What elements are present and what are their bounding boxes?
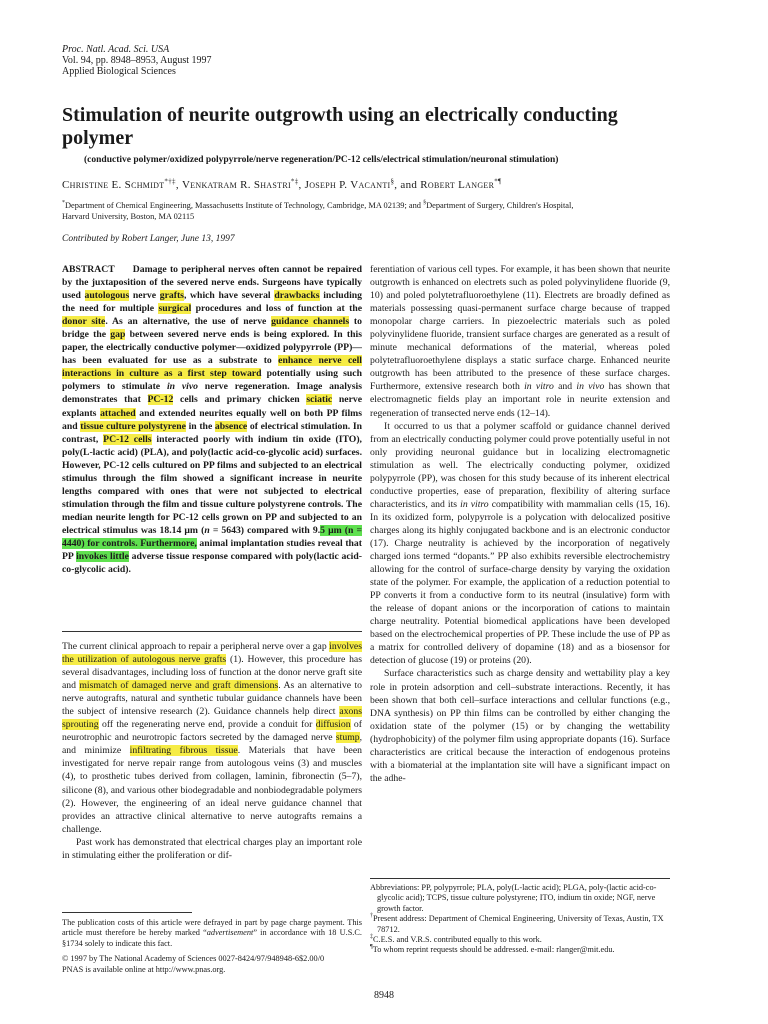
author-marks: *¶ xyxy=(494,177,502,186)
highlight: PC-12 xyxy=(147,394,174,406)
affiliation-text: Department of Surgery, Children's Hospital, xyxy=(426,201,574,210)
article-title: Stimulation of neurite outgrowth using an electrically conducting polymer xyxy=(62,104,618,149)
footnote-mark: ‡ xyxy=(370,934,373,941)
body-text: has shown that electromagnetic fields play an important role in neurite extension and regeneration of transected nerve ends (12–14). xyxy=(370,381,670,419)
abstract-paragraph xyxy=(62,263,362,576)
journal-header xyxy=(62,44,212,77)
author-name: Joseph P. Vacanti xyxy=(304,179,391,191)
highlight: surgical xyxy=(158,303,192,315)
highlight: PC-12 cells xyxy=(103,433,152,445)
abbreviations: Abbreviations: PP, polypyrrole; PLA, poly(L-lactic acid); PLGA, poly-(lactic acid-co-glycolic acid); TCPS, tissue culture polystyrene; ITO, indium tin oxide; NGF, nerve growth factor. xyxy=(370,883,657,913)
body-text: compatibility with mammalian cells (15, 16). In its oxidized form, polypyrrole is a polycation with delocalized positive charges along its highly conjugated backbone and is an electronic conductor (17). Charge neutrality is achieved by the incorporation of negatively charged ions termed “dopants.” PP also exhibits reversible electrochemistry allowing for the control of surface-charge density by varying the oxidation state of the polymer. For example, the application of a reduction potential to PP converts it from a conductive form to its neutral (insulative) form with the release of dopant anions or the incorporation of cations to maintain charge neutrality. Potential biomedical applications have been developed based on the electrochemical properties of PP. These include the use of PP as a matrix for controlled delivery of dopamine (18) and as a biosensor for detection of glucose (19) or proteins (20). xyxy=(370,498,670,667)
body-text: (1). However, this procedure has several disadvantages, including loss of function at the donor nerve graft site and xyxy=(62,654,362,692)
abstract-text: in the xyxy=(185,420,215,432)
author-name: Robert Langer xyxy=(420,179,495,191)
body-paragraph: Surface characteristics such as charge density and wettability play a key role in protein adsorption and cell–substrate interactions. Recently, it has been shown that both cell–surface interactions and cellular functions (e.g., DNA synthesis) on PP thin films can be controlled by either changing the oxidation state of the polymer (15) or by changing the wettability (hydrophobicity) of the polymer film using appropriate dopants (16). Surface characteristics are critical because the interaction of endogenous proteins with a biomaterial at the implantation site will have a significant impact on the adhe- xyxy=(370,668,670,784)
abstract-label: ABSTRACT xyxy=(62,264,115,275)
abstract-text: cells and primary chicken xyxy=(173,394,307,406)
body-text: . As an alternative to nerve autografts, natural and synthetic tubular guidance channels have been the subject of intensive research (2). Guidance channels help direct xyxy=(62,680,362,718)
contributed-by: Contributed by Robert Langer, June 13, 1997 xyxy=(62,234,235,244)
affiliation-line: Harvard University, Boston, MA 02115 xyxy=(62,212,195,221)
footnote: © 1997 by The National Academy of Sciences 0027-8424/97/948948-6$2.00/0 xyxy=(62,954,325,964)
body-text: off the regenerating nerve end, provide a conduit for xyxy=(98,719,316,731)
journal-section: Applied Biological Sciences xyxy=(62,66,176,77)
footnotes-left xyxy=(62,918,362,975)
footnote-mark: † xyxy=(370,913,373,920)
abstract-text: including the need for multiple xyxy=(62,290,362,315)
body-paragraph: Past work has demonstrated that electrical charges play an important role in stimulating either the proliferation or dif- xyxy=(62,836,362,861)
affiliations xyxy=(62,200,722,222)
highlight: autologous xyxy=(84,290,130,302)
footnote-mark: ¶ xyxy=(370,944,373,951)
author-name: Venkatram R. Shastri xyxy=(181,179,291,191)
highlight-green: invokes little xyxy=(76,551,129,563)
affiliation-mark: § xyxy=(423,200,427,207)
body-text: ferentiation of various cell types. For example, it has been shown that neurite outgrowth is enhanced on electrets such as poled polyvinylidene fluoride (9, 10) and poled polytetrafluoroethylene (11). Electrets are broadly defined as materials possessing quasi-permanent surface charge because of trapped monopolar charge carriers. In piezoelectric materials such as poled polyvinylidene fluoride, transient surface charges are generated as a result of minute mechanical deformations of the material, whereas poled polytetrafluoroethylene displays a static surface charge. Enhanced neurite outgrowth has been attributed to the presence of these surface charges. Furthermore, extensive research both xyxy=(370,264,670,393)
footnote-text: The publication costs of this article were defrayed in part by page charge payment. This article must therefore be hereby marked “ xyxy=(62,918,362,938)
author-list xyxy=(62,178,722,192)
abstract-text: between severed nerve ends is being explored. In this paper, the electrically conductive polymer—oxidized polypyrrole (PP)—has been evaluated for use as a substrate to xyxy=(62,329,362,367)
body-text: . Materials that have been investigated for nerve repair range from autologous veins (3) and muscles (4), to prosthetic tubes derived from collagen, laminin, fibronectin (5–7), silicone (8), and various other biodegradable and nonbiodegradable polymers (2). However, the engineering of an ideal nerve guidance channel that provides an attractive clinical alternative to nerve autografts remains a challenge. xyxy=(62,745,363,835)
abstract-text: nerve explants xyxy=(62,394,363,419)
highlight: donor site xyxy=(62,316,106,328)
abstract-text: Damage to peripheral nerves often cannot be repaired by the juxtaposition of the severed nerve ends. Surgeons have typically used xyxy=(62,264,362,302)
footnote xyxy=(370,945,670,955)
journal-name: Proc. Natl. Acad. Sci. USA xyxy=(62,44,170,55)
footnote-text: To whom reprint requests should be addressed. e-mail: rlanger@mit.edu. xyxy=(372,945,615,955)
body-column-right xyxy=(370,263,670,785)
highlight: diffusion xyxy=(315,719,351,731)
author-marks: § xyxy=(390,177,395,186)
abstract-text: procedures and loss of function at the xyxy=(191,303,363,315)
highlight: guidance channels xyxy=(271,316,350,328)
author-separator: , xyxy=(298,179,305,191)
highlight: grafts xyxy=(159,290,184,302)
footnote: PNAS is available online at http://www.pnas.org. xyxy=(62,964,226,974)
author-marks: *‡ xyxy=(290,177,299,186)
abstract-text: = 5643) compared with 9. xyxy=(209,524,321,536)
highlight: drawbacks xyxy=(274,290,320,302)
footnote xyxy=(370,914,670,935)
body-text: of neurotrophic and neurotropic factors secreted by the damaged nerve xyxy=(62,719,362,744)
abstract-text: nerve regeneration. Image analysis demonstrates that xyxy=(62,381,362,406)
italic-text: in vitro xyxy=(460,498,489,510)
highlight: infiltrating fibrous tissue xyxy=(129,745,238,757)
author-separator: , and xyxy=(394,179,421,191)
abstract-text: potentially using such polymers to stimulate xyxy=(62,368,362,393)
highlight: stump xyxy=(335,732,360,744)
keywords: (conductive polymer/oxidized polypyrrole/nerve regeneration/PC-12 cells/electrical stimulation/neuronal stimulation) xyxy=(84,155,559,165)
highlight: attached xyxy=(100,407,136,419)
author-marks: *†‡ xyxy=(164,177,176,186)
footnotes-right xyxy=(370,883,670,956)
highlight: tissue culture polystyrene xyxy=(80,420,186,432)
abstract-text: of electrical stimulation. In contrast, xyxy=(62,420,363,445)
highlight: mismatch of damaged nerve and graft dimensions xyxy=(79,680,279,692)
abstract-text: to bridge the xyxy=(62,316,362,341)
abstract-divider xyxy=(62,631,362,632)
footnote-text: Present address: Department of Chemical Engineering, University of Texas, Austin, TX 78712. xyxy=(373,914,664,934)
footnote-text: ” in accordance with 18 U.S.C. §1734 solely to indicate this fact. xyxy=(62,928,362,948)
footnote-divider xyxy=(62,912,192,913)
highlight-green: 5 μm (n = 4440) for controls. Furthermore, xyxy=(62,524,362,549)
footnote xyxy=(62,918,362,949)
abstract-text: nerve xyxy=(129,290,160,302)
page-number: 8948 xyxy=(374,990,394,1001)
body-text: , and minimize xyxy=(62,732,362,757)
highlight: sciatic xyxy=(306,394,333,406)
highlight: axons xyxy=(339,706,362,718)
body-paragraph xyxy=(62,640,362,836)
italic-text: in vitro xyxy=(524,381,554,393)
body-paragraph xyxy=(370,263,670,420)
affiliation-mark: * xyxy=(62,200,65,207)
affiliation-text: Department of Chemical Engineering, Massachusetts Institute of Technology, Cambridge, MA 02139; and xyxy=(65,201,424,210)
highlight: absence xyxy=(214,420,248,432)
abstract-text: , which have several xyxy=(183,290,275,302)
footnote-divider xyxy=(370,878,670,879)
body-text: The current clinical approach to repair a peripheral nerve over a gap xyxy=(62,641,330,652)
author-separator: , xyxy=(175,179,182,191)
body-text: It occurred to us that a polymer scaffold or guidance channel derived from an electrically conducting polymer could prove potentially useful in not only providing neuronal guidance but in localizing electromagnetic stimulation as well. The electrically conducting polymer, oxidized polypyrrole (PP), was chosen for this study because of its inherent electrical conductive properties, ease of preparation, flexibility of altering surface characteristics, and its xyxy=(370,420,670,510)
italic-text: in vivo xyxy=(576,381,605,393)
body-text: and xyxy=(553,381,577,393)
highlight: enhance nerve cell interactions in culture as a first step toward xyxy=(62,355,362,380)
footnote xyxy=(370,935,670,945)
author-name: Christine E. Schmidt xyxy=(62,179,165,191)
abstract-text: animal implantation studies reveal that PP xyxy=(62,537,362,563)
footnote-text: C.E.S. and V.R.S. contributed equally to this work. xyxy=(373,935,542,945)
highlight: involves the utilization of autologous nerve grafts xyxy=(62,641,362,666)
affiliation-line xyxy=(62,200,722,211)
body-paragraph xyxy=(370,420,670,668)
highlight: gap xyxy=(110,329,126,341)
abstract-text: . As an alternative, the use of nerve xyxy=(105,316,272,328)
highlight: sprouting xyxy=(62,719,99,731)
abstract-text: adverse tissue response compared with poly(lactic acid-co-glycolic acid). xyxy=(62,551,362,576)
body-column-left xyxy=(62,640,362,862)
journal-volume: Vol. 94, pp. 8948–8953, August 1997 xyxy=(62,55,212,66)
italic-text: advertisement xyxy=(206,928,254,938)
italic-text: in vivo xyxy=(166,381,198,393)
abstract-text: and extended neurites equally well on both PP films and xyxy=(62,407,362,432)
abstract-text: interacted poorly with indium tin oxide (ITO), poly(L-lactic acid) (PLA), and poly(lactic acid-co-glycolic acid) surfaces. However, PC-12 cells cultured on PP films and subjected to an electrical stimulus through the film showed a significant increase in neurite lengths compared with ones that were not subjected to electrical stimulation through the film and tissue culture polystyrene controls. The median neurite length for PC-12 cells grown on PP and subjected to an electrical stimulus was 18.14 μm ( xyxy=(62,433,362,536)
italic-text: n xyxy=(204,524,210,536)
abstract xyxy=(62,263,362,576)
